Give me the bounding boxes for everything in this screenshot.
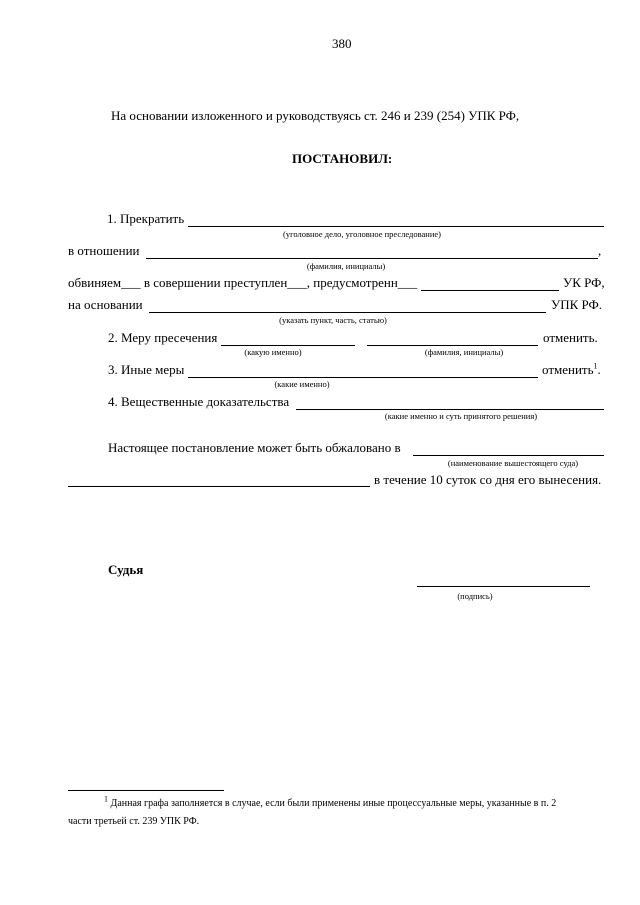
item4-label: 4. Вещественные доказательства: [108, 394, 290, 409]
item4-blank-line: [296, 409, 604, 410]
appeal-text: Настоящее постановление может быть обжаловано в: [108, 440, 401, 455]
footnote-text-1: Данная графа заполняется в случае, если были применены иные процессуальные меры, указанные в п. 2: [110, 798, 557, 809]
item3-end-text: отменить: [542, 362, 594, 377]
footnote-line1: [104, 794, 557, 809]
footnote-separator: [68, 790, 224, 791]
item3-end: [542, 362, 601, 378]
page-number: 380: [332, 36, 352, 51]
item1-label: 1. Прекратить: [107, 211, 185, 226]
accused-text: обвиняем___ в совершении преступлен___, предусмотренн___: [68, 275, 418, 290]
item2-caption-b: (фамилия, инициалы): [424, 347, 504, 357]
footnote-mark: 1: [104, 794, 108, 804]
item4-caption: (какие именно и суть принятого решения): [384, 411, 538, 421]
judge-label: Судья: [108, 562, 144, 577]
item3-label: 3. Иные меры: [108, 362, 185, 377]
signature-line: [417, 586, 590, 587]
item2-label: 2. Меру пресечения: [108, 330, 218, 345]
item2-end: отменить.: [543, 330, 598, 345]
appeal-court-line: [68, 486, 370, 487]
accused-blank-line: [421, 290, 559, 291]
relation-caption: (фамилия, инициалы): [306, 261, 386, 271]
item3-footnote-mark: 1: [593, 361, 598, 371]
item2-blank-line-b: [367, 345, 538, 346]
item3-end-dot: .: [597, 362, 601, 377]
relation-end-comma: ,: [598, 243, 602, 258]
item3-caption: (какие именно): [274, 379, 330, 389]
signature-caption: (подпись): [457, 591, 493, 601]
basis-end: УПК РФ.: [551, 297, 603, 312]
basis-label: на основании: [68, 297, 143, 312]
item1-caption: (уголовное дело, уголовное преследование): [282, 229, 442, 239]
appeal-tail: в течение 10 суток со дня его вынесения.: [374, 472, 602, 487]
decision-heading: ПОСТАНОВИЛ:: [292, 151, 393, 166]
relation-label: в отношении: [68, 243, 140, 258]
item1-blank-line: [188, 226, 604, 227]
footnote-line2: части третьей ст. 239 УПК РФ.: [68, 816, 200, 827]
basis-caption: (указать пункт, часть, статью): [279, 315, 387, 325]
appeal-blank-line: [413, 455, 604, 456]
item2-blank-line-a: [221, 345, 355, 346]
accused-end: УК РФ,: [563, 275, 605, 290]
item2-caption-a: (какую именно): [244, 347, 302, 357]
item3-blank-line: [188, 377, 538, 378]
intro-paragraph: На основании изложенного и руководствуясь ст. 246 и 239 (254) УПК РФ,: [111, 108, 520, 123]
relation-blank-line: [146, 258, 598, 259]
basis-blank-line: [149, 312, 546, 313]
appeal-caption: (наименование вышестоящего суда): [447, 458, 579, 468]
